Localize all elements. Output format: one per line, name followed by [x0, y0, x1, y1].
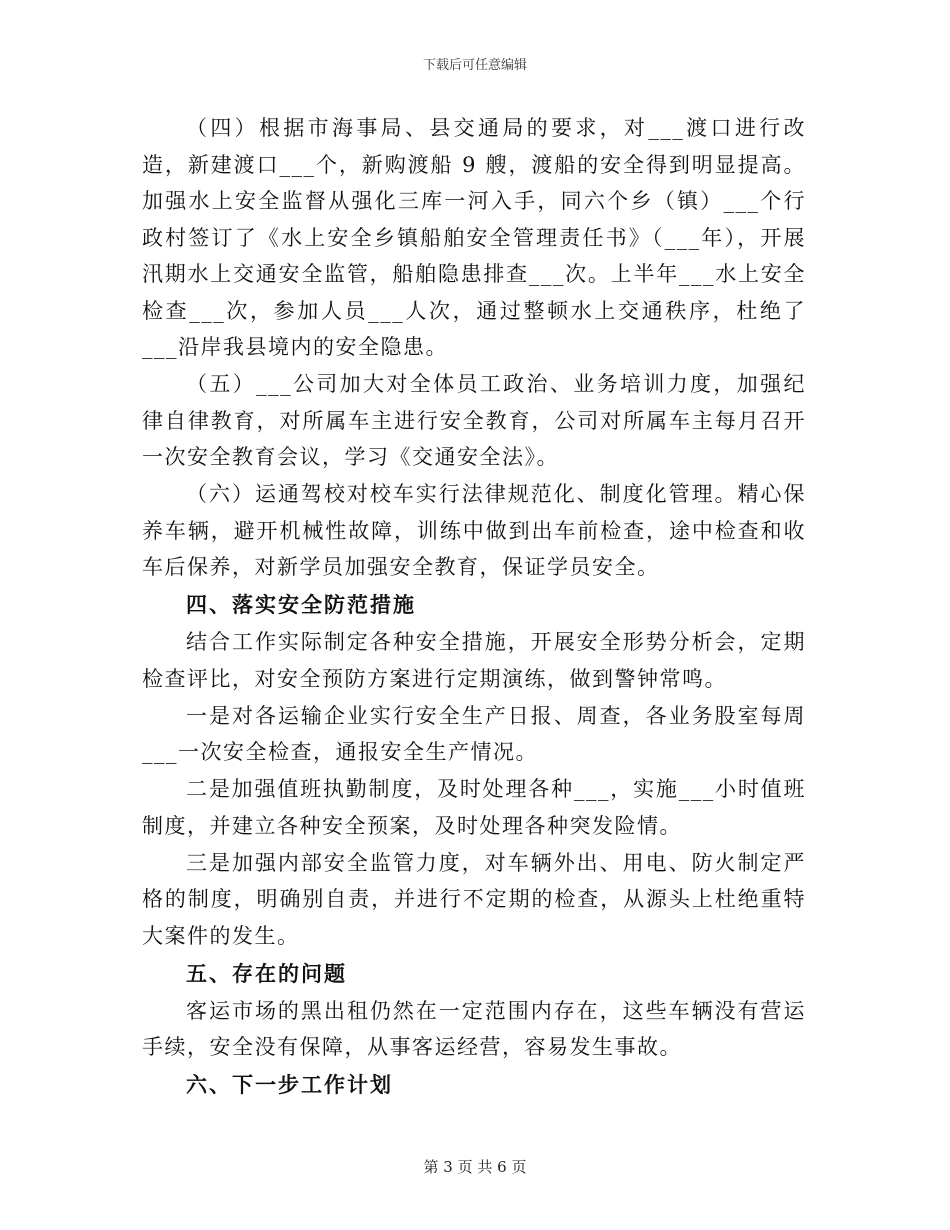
paragraph-measure-three: 三是加强内部安全监管力度，对车辆外出、用电、防火制定严格的制度，明确别自责，并进行不定期的检查，从源头上杜绝重特大案件的发生。 [142, 850, 806, 948]
paragraph-measure-one: 一是对各运输企业实行安全生产日报、周查，各业务股室每周___一次安全检查，通报安全生产情况。 [142, 703, 806, 764]
page-footer: 第 3 页 共 6 页 [423, 1158, 527, 1176]
paragraph-problems: 客运市场的黑出租仍然在一定范围内存在，这些车辆没有营运手续，安全没有保障，从事客运经营，容易发生事故。 [142, 998, 806, 1059]
document-body [142, 110, 806, 1104]
paragraph-five: （五）___公司加大对全体员工政治、业务培训力度，加强纪律自律教育，对所属车主进行安全教育，公司对所属车主每月召开一次安全教育会议，学习《交通安全法》。 [142, 372, 806, 469]
section-heading-four: 四、落实安全防范措施 [186, 593, 416, 617]
section-heading-five: 五、存在的问题 [186, 961, 347, 986]
paragraph-measures-intro: 结合工作实际制定各种安全措施，开展安全形势分析会，定期检查评比，对安全预防方案进行定期演练，做到警钟常鸣。 [142, 630, 806, 691]
paragraph-four: （四）根据市海事局、县交通局的要求，对___渡口进行改造，新建渡口___个，新购渡船 9 艘，渡船的安全得到明显提高。加强水上安全监督从强化三库一河入手，同六个乡（镇）___个行政村签订了《水上安全乡镇船舶安全管理责任书》（___年），开展汛期水上交通安全监管，船舶隐患排查___次。上半年___水上安全检查___次，参加人员___人次，通过整顿水上交通秩序，杜绝了___沿岸我县境内的安全隐患。 [142, 116, 806, 359]
paragraph-six: （六）运通驾校对校车实行法律规范化、制度化管理。精心保养车辆，避开机械性故障，训练中做到出车前检查，途中检查和收车后保养，对新学员加强安全教育，保证学员安全。 [142, 482, 806, 579]
paragraph-measure-two: 二是加强值班执勤制度，及时处理各种___，实施___小时值班制度，并建立各种安全预案，及时处理各种突发险情。 [142, 777, 806, 838]
page-header-note: 下载后可任意编辑 [422, 58, 527, 73]
section-heading-six: 六、下一步工作计划 [186, 1073, 393, 1097]
